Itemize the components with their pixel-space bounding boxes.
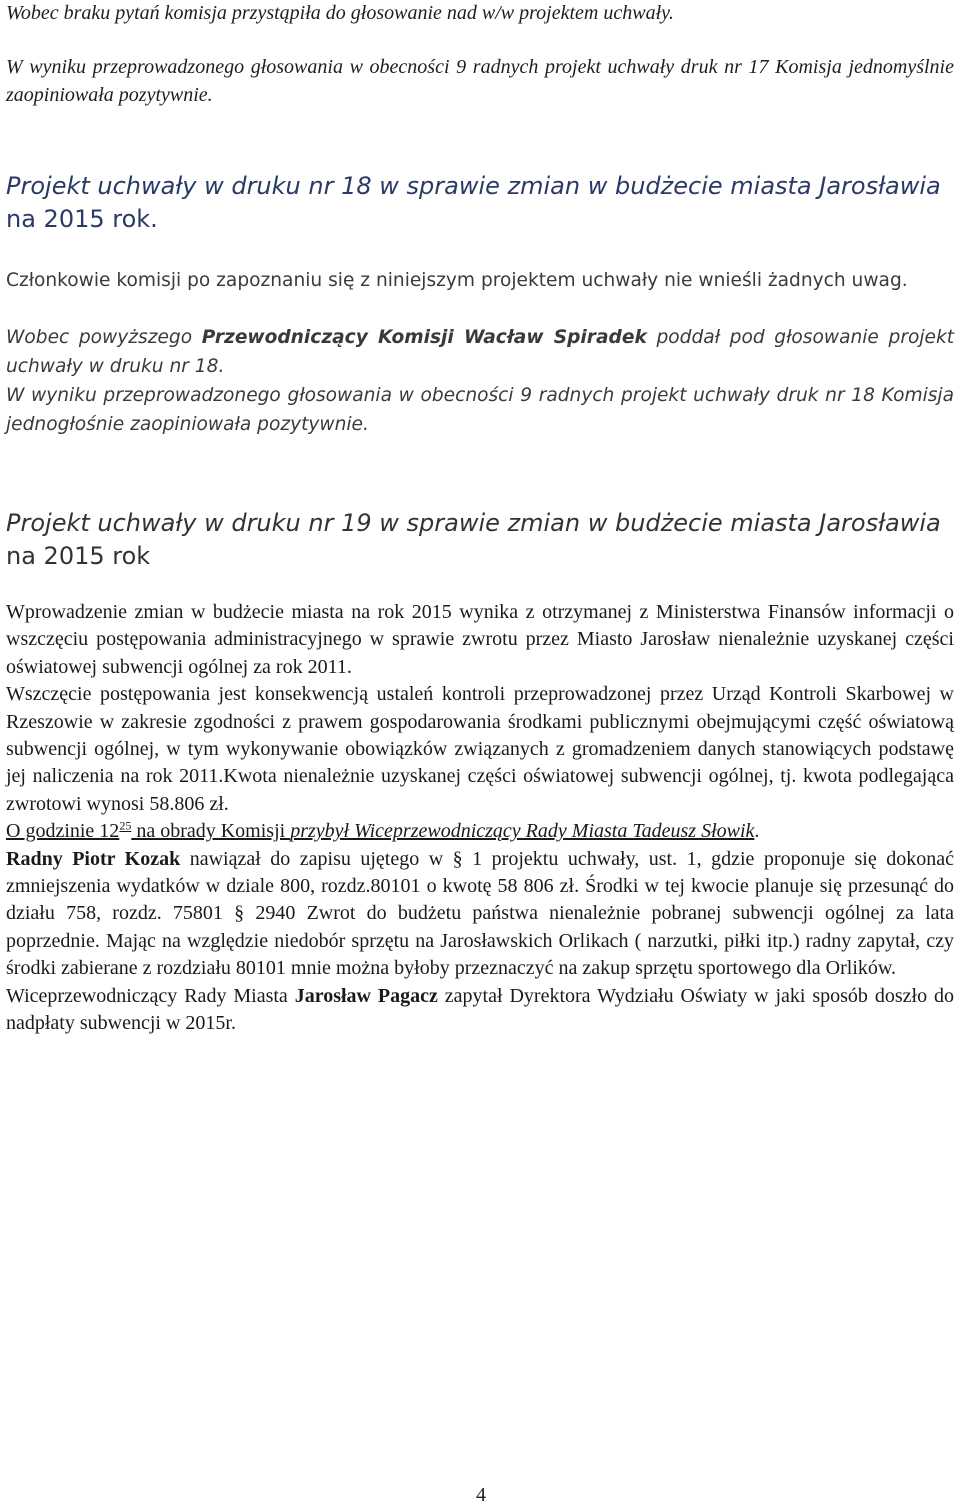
section-18-p2-tail: poddał pod głosowanie projekt uchwały w druku nr 18. — [6, 327, 954, 377]
section-18-p2-lead: Wobec powyższego — [6, 327, 202, 348]
vote-result-17 — [6, 54, 954, 109]
section-19-paragraph-2: Wszczęcie postępowania jest konsekwencją ustaleń kontroli przeprowadzonej przez Urząd Kontroli Skarbowej w Rzeszowie w zakresie zgodności z prawem gospodarowania środkami publicznymi obejmującymi część oświatową subwencji ogólnej, w tym wykonywanie obowiązków związanych z gromadzeniem danych stanowiących podstawę jej naliczenia na rok 2011.Kwota nienależnie uzyskanej części oświatowej subwencji ogólnej, tj. kwota podlegająca zwrotowi wynosi 58.806 zł. — [6, 683, 954, 815]
section-19-year: na 2015 rok — [6, 542, 151, 570]
section-18-year: na 2015 rok. — [6, 205, 158, 233]
time-minutes: 25 — [119, 818, 132, 833]
councillor-statement: nawiązał do zapisu ujętego w § 1 projektu uchwały, ust. 1, gdzie proponuje się dokonać zmniejszenia wydatków w dziale 800, rozdz.80101 o kwotę 58 806 zł. Środki w tej kwocie planuje się przesunąć do działu 758, rozdz. 75801 § 2940 Zwrot do budżetu państwa nienależnie pobranej subwencji ogólnej za lata poprzednie. Mając na względzie niedobór sprzętu na Jarosławskich Orlikach ( narzutki, piłki itp.) radny zapytał, czy środki zabierane z rozdziału 80101 mnie można byłoby przeznaczyć na zakup sprzętu sportowego dla Orlików. — [6, 847, 954, 980]
vice-chair-name: Jarosław Pagacz — [294, 984, 438, 1007]
section-18-p3-text: W wyniku przeprowadzonego głosowania w obecności 9 radnych projekt uchwały druk nr 18 Komisja jednogłośnie zaopiniowała pozytywnie. — [6, 385, 954, 435]
vice-chair-lead: Wiceprzewodniczący Rady Miasta — [6, 984, 295, 1007]
section-19-paragraph-1: Wprowadzenie zmian w budżecie miasta na rok 2015 wynika z otrzymanej z Ministerstwa Finansów informacji o wszczęciu postępowania administracyjnego w sprawie zwrotu przez Miasto Jarosław nienależnie uzyskanej części oświatowej subwencji ogólnej za rok 2011. — [6, 601, 954, 678]
vote-intro-text: Wobec braku pytań komisja przystąpiła do głosowanie nad w/w projektem uchwały. — [6, 2, 674, 24]
arrival-text: przybył Wiceprzewodniczący Rady Miasta Tadeusz Słowik — [290, 820, 755, 843]
councillor-name: Radny Piotr Kozak — [6, 847, 181, 870]
chairman-name: Przewodniczący Komisji Wacław Spiradek — [201, 327, 647, 348]
section-19-paragraph-5 — [6, 983, 954, 1038]
section-19-title: Projekt uchwały w druku nr 19 w sprawie zmian w budżecie miasta Jarosławia — [6, 509, 941, 537]
vote-intro-line — [6, 0, 954, 28]
vote-result-17-text: W wyniku przeprowadzonego głosowania w obecności 9 radnych projekt uchwały druk nr 17 Komisja jednomyślnie zaopiniowała pozytywnie. — [6, 56, 954, 106]
section-19-body — [6, 599, 954, 1038]
section-18-p1-text: Członkowie komisji po zapoznaniu się z niniejszym projektem uchwały nie wnieśli żadnych uwag. — [6, 270, 908, 291]
section-18-heading — [6, 170, 954, 236]
page-number: 4 — [476, 1484, 486, 1506]
section-19-paragraph-4 — [6, 846, 954, 983]
section-18-title: Projekt uchwały w druku nr 18 w sprawie zmian w budżecie miasta Jarosławia — [6, 172, 941, 200]
section-19-heading — [6, 507, 954, 573]
vice-chair-question: zapytał Dyrektora Wydziału Oświaty w jaki sposób doszło do nadpłaty subwencji w 2015r. — [6, 984, 954, 1035]
document-page — [6, 0, 956, 1509]
arrival-lead: na obrady Komisji — [131, 820, 291, 843]
section-19-paragraph-3 — [6, 818, 954, 845]
section-18-paragraph-2 — [6, 323, 954, 381]
time-text: O godzinie 12 — [6, 820, 120, 843]
section-18-paragraph-3 — [6, 381, 954, 439]
arrival-dot: . — [754, 820, 760, 843]
section-18-paragraph-1 — [6, 266, 954, 295]
